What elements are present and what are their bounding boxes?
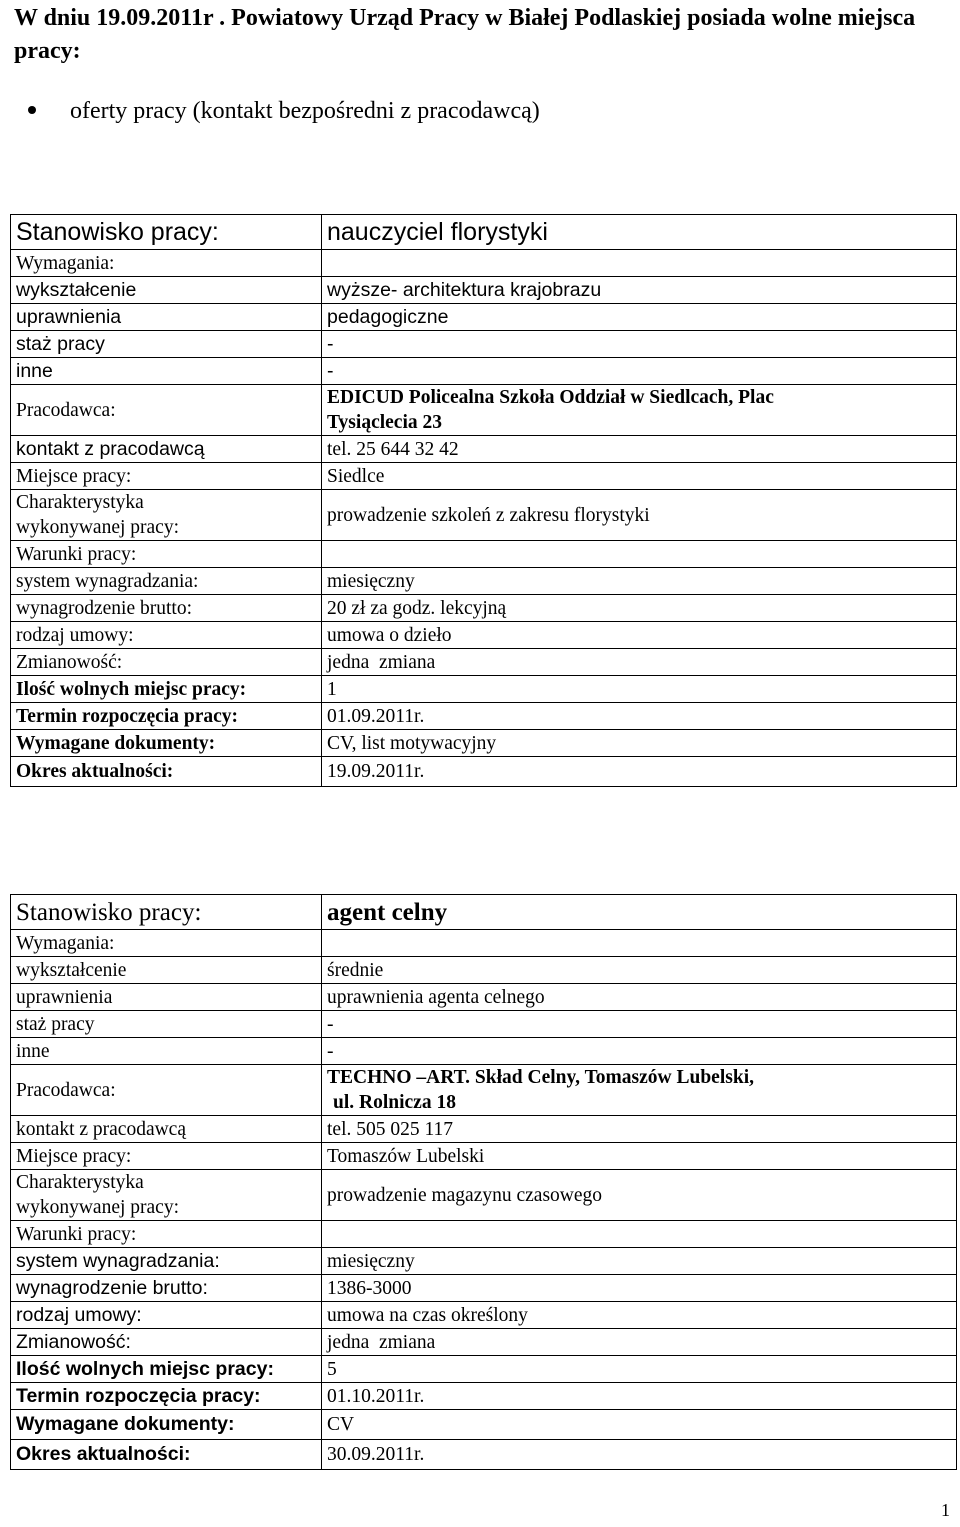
label-dokumenty: Wymagane dokumenty:	[11, 730, 322, 757]
pracodawca-line-2: Tysiąclecia 23	[327, 412, 442, 433]
label-system: system wynagradzania:	[11, 568, 322, 595]
value-ilosc: 1	[322, 676, 957, 703]
pracodawca-line-1: TECHNO –ART. Skład Celny, Tomaszów Lubelski,	[327, 1067, 754, 1088]
label-okres: Okres aktualności:	[11, 1440, 322, 1470]
value-staz: -	[322, 1011, 957, 1038]
job-offer-table-2	[10, 894, 957, 1470]
value-termin: 01.09.2011r.	[322, 703, 957, 730]
value-rodzaj: umowa o dzieło	[322, 622, 957, 649]
label-rodzaj: rodzaj umowy:	[11, 1302, 322, 1329]
label-zmianowosc: Zmianowość:	[11, 649, 322, 676]
value-wymagania	[322, 930, 957, 957]
label-ilosc: Ilość wolnych miejsc pracy:	[11, 1356, 322, 1383]
label-warunki: Warunki pracy:	[11, 1221, 322, 1248]
value-pracodawca	[322, 1065, 957, 1116]
label-wyksztalcenie: wykształcenie	[11, 277, 322, 304]
label-system: system wynagradzania:	[11, 1248, 322, 1275]
value-zmianowosc: jedna zmiana	[322, 649, 957, 676]
value-rodzaj: umowa na czas określony	[322, 1302, 957, 1329]
pracodawca-line-1: EDICUD Policealna Szkoła Oddział w Siedlcach, Plac	[327, 387, 774, 408]
value-charakterystyka: prowadzenie magazynu czasowego	[322, 1170, 957, 1221]
label-charakterystyka	[11, 1170, 322, 1221]
value-dokumenty: CV	[322, 1410, 957, 1440]
label-pracodawca: Pracodawca:	[11, 1065, 322, 1116]
label-miejsce: Miejsce pracy:	[11, 1143, 322, 1170]
label-inne: inne	[11, 358, 322, 385]
label-wynagrodzenie: wynagrodzenie brutto:	[11, 1275, 322, 1302]
bullet-icon	[28, 106, 36, 114]
label-zmianowosc: Zmianowość:	[11, 1329, 322, 1356]
label-uprawnienia: uprawnienia	[11, 304, 322, 331]
label-staz: staż pracy	[11, 331, 322, 358]
label-kontakt: kontakt z pracodawcą	[11, 1116, 322, 1143]
label-rodzaj: rodzaj umowy:	[11, 622, 322, 649]
value-system: miesięczny	[322, 1248, 957, 1275]
value-charakterystyka: prowadzenie szkoleń z zakresu florystyki	[322, 490, 957, 541]
label-wymagania: Wymagania:	[11, 250, 322, 277]
label-kontakt: kontakt z pracodawcą	[11, 436, 322, 463]
job-offer-table-1	[10, 214, 957, 787]
bullet-item	[28, 96, 540, 126]
value-warunki	[322, 541, 957, 568]
value-termin: 01.10.2011r.	[322, 1383, 957, 1410]
value-miejsce: Siedlce	[322, 463, 957, 490]
value-miejsce: Tomaszów Lubelski	[322, 1143, 957, 1170]
value-staz: -	[322, 331, 957, 358]
value-inne: -	[322, 358, 957, 385]
label-dokumenty: Wymagane dokumenty:	[11, 1410, 322, 1440]
value-pracodawca	[322, 385, 957, 436]
label-wynagrodzenie: wynagrodzenie brutto:	[11, 595, 322, 622]
value-kontakt: tel. 505 025 117	[322, 1116, 957, 1143]
label-termin: Termin rozpoczęcia pracy:	[11, 1383, 322, 1410]
value-wynagrodzenie: 1386-3000	[322, 1275, 957, 1302]
label-staz: staż pracy	[11, 1011, 322, 1038]
value-inne: -	[322, 1038, 957, 1065]
value-stanowisko: agent celny	[322, 895, 957, 930]
label-warunki: Warunki pracy:	[11, 541, 322, 568]
label-okres: Okres aktualności:	[11, 757, 322, 787]
value-zmianowosc: jedna zmiana	[322, 1329, 957, 1356]
label-wymagania: Wymagania:	[11, 930, 322, 957]
label-stanowisko: Stanowisko pracy:	[11, 895, 322, 930]
value-system: miesięczny	[322, 568, 957, 595]
label-termin: Termin rozpoczęcia pracy:	[11, 703, 322, 730]
value-stanowisko: nauczyciel florystyki	[322, 215, 957, 250]
page-heading: W dniu 19.09.2011r . Powiatowy Urząd Pracy w Białej Podlaskiej posiada wolne miejsca pracy:	[14, 5, 916, 64]
label-uprawnienia: uprawnienia	[11, 984, 322, 1011]
value-dokumenty: CV, list motywacyjny	[322, 730, 957, 757]
value-wyksztalcenie: średnie	[322, 957, 957, 984]
value-wyksztalcenie: wyższe- architektura krajobrazu	[322, 277, 957, 304]
pracodawca-line-2: ul. Rolnicza 18	[333, 1092, 456, 1113]
label-miejsce: Miejsce pracy:	[11, 463, 322, 490]
page-number: 1	[941, 1500, 950, 1520]
label-inne: inne	[11, 1038, 322, 1065]
value-wymagania	[322, 250, 957, 277]
value-okres: 30.09.2011r.	[322, 1440, 957, 1470]
value-wynagrodzenie: 20 zł za godz. lekcyjną	[322, 595, 957, 622]
value-kontakt: tel. 25 644 32 42	[322, 436, 957, 463]
bullet-text: oferty pracy (kontakt bezpośredni z pracodawcą)	[70, 98, 540, 124]
label-charakterystyka	[11, 490, 322, 541]
charakterystyka-line-1: Charakterystyka	[16, 1172, 144, 1193]
label-stanowisko: Stanowisko pracy:	[11, 215, 322, 250]
value-warunki	[322, 1221, 957, 1248]
label-pracodawca: Pracodawca:	[11, 385, 322, 436]
value-okres: 19.09.2011r.	[322, 757, 957, 787]
charakterystyka-line-2: wykonywanej pracy:	[16, 1197, 179, 1218]
label-ilosc: Ilość wolnych miejsc pracy:	[11, 676, 322, 703]
label-wyksztalcenie: wykształcenie	[11, 957, 322, 984]
charakterystyka-line-2: wykonywanej pracy:	[16, 517, 179, 538]
value-uprawnienia: uprawnienia agenta celnego	[322, 984, 957, 1011]
charakterystyka-line-1: Charakterystyka	[16, 492, 144, 513]
value-uprawnienia: pedagogiczne	[322, 304, 957, 331]
value-ilosc: 5	[322, 1356, 957, 1383]
